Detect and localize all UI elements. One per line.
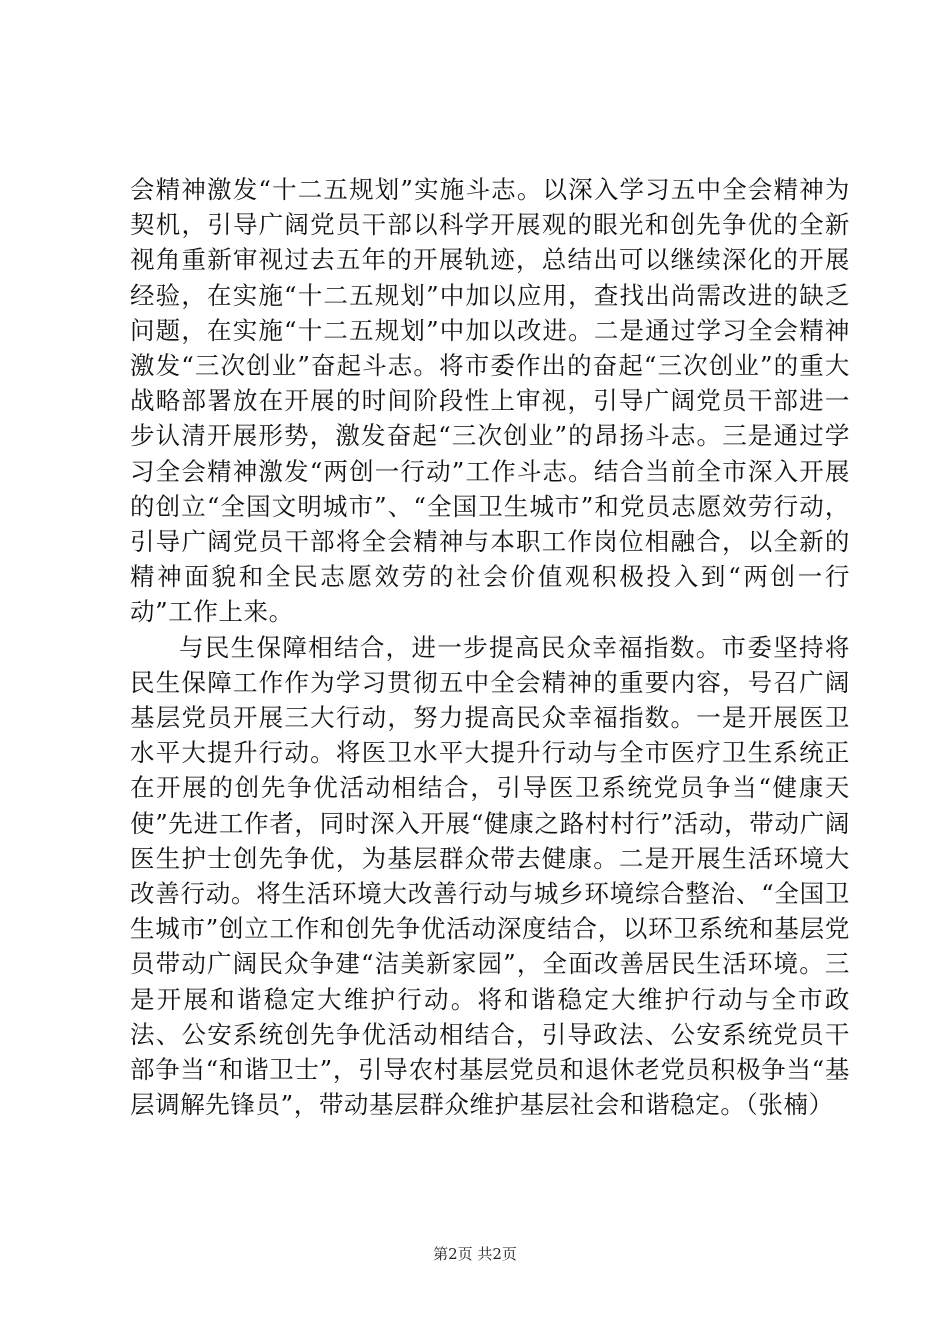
paragraph-livelihood: 与民生保障相结合，进一步提高民众幸福指数。市委坚持将民生保障工作作为学习贯彻五中全会精神的重要内容，号召广阔基层党员开展三大行动，努力提高民众幸福指数。一是开展医卫水平大提升行动。将医卫水平大提升行动与全市医疗卫生系统正在开展的创先争优活动相结合，引导医卫系统党员争当“健康天使”先进工作者，同时深入开展“健康之路村村行”活动，带动广阔医生护士创先争优，为基层群众带去健康。二是开展生活环境大改善行动。将生活环境大改善行动与城乡环境综合整治、“全国卫生城市”创立工作和创先争优活动深度结合，以环卫系统和基层党员带动广阔民众争建“洁美新家园”，全面改善居民生活环境。三是开展和谐稳定大维护行动。将和谐稳定大维护行动与全市政法、公安系统创先争优活动相结合，引导政法、公安系统党员干部争当“和谐卫士”，引导农村基层党员和退休老党员积极争当“基层调解先锋员”，带动基层群众维护基层社会和谐稳定。（张楠） (130, 632, 850, 1120)
page-footer: 第2页 共2页 (433, 1245, 517, 1263)
paragraph-continuation: 会精神激发“十二五规划”实施斗志。以深入学习五中全会精神为契机，引导广阔党员干部以科学开展观的眼光和创先争优的全新视角重新审视过去五年的开展轨迹，总结出可以继续深化的开展经验，在实施“十二五规划”中加以应用，查找出尚需改进的缺乏问题，在实施“十二五规划”中加以改进。二是通过学习全会精神激发“三次创业”奋起斗志。将市委作出的奋起“三次创业”的重大战略部署放在开展的时间阶段性上审视，引导广阔党员干部进一步认清开展形势，激发奋起“三次创业”的昂扬斗志。三是通过学习全会精神激发“两创一行动”工作斗志。结合当前全市深入开展的创立“全国文明城市”、“全国卫生城市”和党员志愿效劳行动，引导广阔党员干部将全会精神与本职工作岗位相融合，以全新的精神面貌和全民志愿效劳的社会价值观积极投入到“两创一行动”工作上来。 (130, 175, 850, 627)
document-body (130, 172, 850, 1122)
